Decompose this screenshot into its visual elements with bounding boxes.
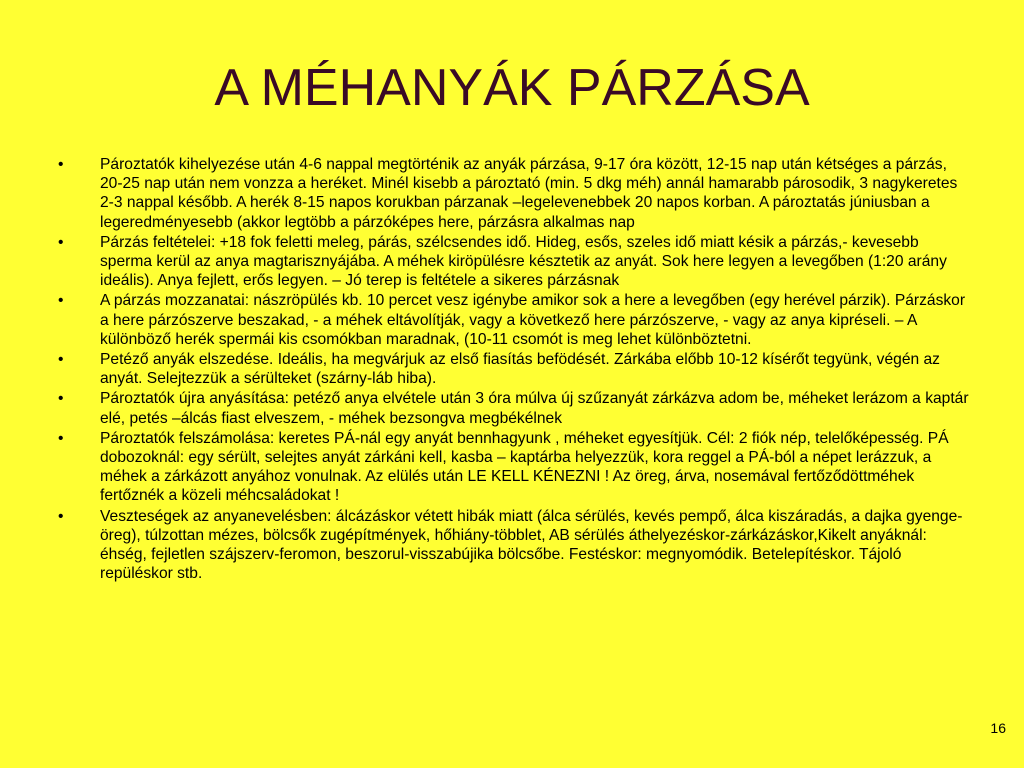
bullet-item bbox=[58, 507, 970, 584]
bullet-dot: • bbox=[58, 429, 64, 447]
bullet-item bbox=[58, 291, 970, 349]
bullet-item bbox=[58, 429, 970, 506]
bullet-dot: • bbox=[58, 507, 64, 525]
bullet-list bbox=[58, 155, 970, 584]
bullet-text: Petéző anyák elszedése. Ideális, ha megvárjuk az első fiasítás befödését. Zárkába előbb 10-12 kísérőt tegyünk, végén az anyát. Selejtezzük a sérülteket (szárny-láb hiba). bbox=[100, 351, 940, 388]
bullet-text: Pároztatók felszámolása: keretes PÁ-nál egy anyát bennhagyunk , méheket egyesítjük. Cél: 2 fiók nép, telelőképesség. PÁ dobozoknál: egy sérült, selejtes anyát zárkáni kell, kasba – kaptárba helyezzük, kora reggel a PÁ-ból a népet lerázzuk, a méhek a zárkázott anyához vonulnak. Az elülés után LE KELL KÉNEZNI ! Az öreg, árva, nosemával fertőződöttméhek fertőznék a közeli méhcsaládokat ! bbox=[100, 429, 949, 505]
bullet-text: Párzás feltételei: +18 fok feletti meleg, párás, szélcsendes idő. Hideg, esős, szeles idő miatt késik a párzás,- kevesebb sperma kerül az anya magtarisznyájába. A méhek kiröpülésre késztetik az anyát. Sok here legyen a levegőben (1:20 arány ideális). Anya fejlett, erős legyen. – Jó terep is feltétele a sikeres párzásnak bbox=[100, 233, 947, 290]
bullet-dot: • bbox=[58, 156, 64, 173]
bullet-item bbox=[58, 350, 970, 388]
bullet-text: Pároztatók kihelyezése után 4-6 nappal megtörténik az anyák párzása, 9-17 óra között, 12-15 nap után kétséges a párzás, 20-25 nap után nem vonzza a heréket. Minél kisebb a pároztató (min. 5 dkg méh) annál hamarabb párosodik, 3 nagykeretes 2-3 nappal később. A herék 8-15 napos korukban párzanak –legelevenebbek 20 napos korban. A pároztatás júniusban a legeredményesebb (akkor legtöbb a párzóképes here, párzásra alkalmas nap bbox=[100, 156, 958, 231]
bullet-dot: • bbox=[58, 390, 64, 408]
bullet-item bbox=[58, 389, 970, 427]
bullet-item bbox=[58, 155, 970, 232]
bullet-dot: • bbox=[58, 233, 64, 251]
bullet-text: Veszteségek az anyanevelésben: álcázáskor vétett hibák miatt (álca sérülés, kevés pempő, álca kiszáradás, a dajka gyenge-öreg), túlzottan mézes, bölcsők zugépítmények, hőhiány-többlet, AB sérülés áthelyezéskor-zárkázáskor,Kikelt anyáknál: éhség, fejletlen szájszerv-feromon, beszorul-visszabújika bölcsőbe. Festéskor: megnyomódik. Betelepítéskor. Tájoló repüléskor stb. bbox=[100, 507, 963, 583]
bullet-text: A párzás mozzanatai: nászröpülés kb. 10 percet vesz igénybe amikor sok a here a levegőben (egy herével párzik). Párzáskor a here párzószerve beszakad, - a méhek eltávolítják, vagy a következő here párzószerve, - vagy az anya kipréseli. – A különböző herék spermái kis csomókban maradnak, (10-11 csomót is meg lehet különböztetni. bbox=[100, 292, 966, 348]
bullet-item bbox=[58, 233, 970, 291]
bullet-text: Pároztatók újra anyásítása: petéző anya elvétele után 3 óra múlva új szűzanyát zárkázva adom be, méheket lerázom a kaptár elé, petés –álcás fiast elveszem, - méhek bezsongva megbékélnek bbox=[100, 390, 969, 427]
bullet-dot: • bbox=[58, 292, 64, 310]
slide-title: A MÉHANYÁK PÁRZÁSA bbox=[214, 59, 810, 117]
page-number: 16 bbox=[990, 720, 1006, 736]
bullet-dot: • bbox=[58, 351, 64, 369]
